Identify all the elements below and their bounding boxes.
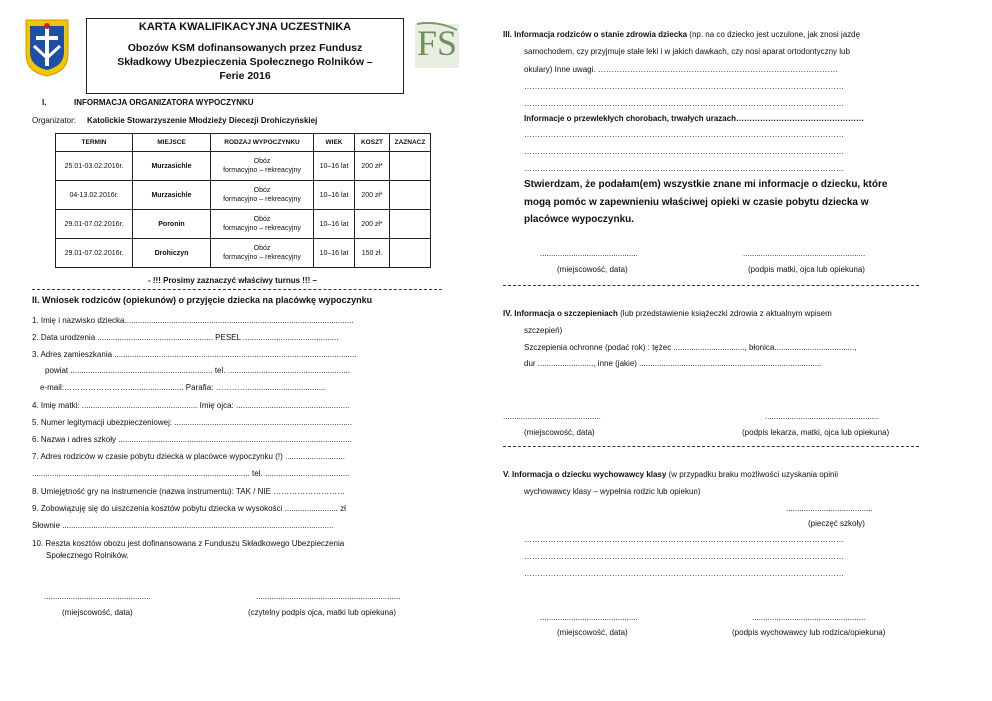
table-header-row: [56, 134, 431, 152]
miejsce-cell: Murzasichle: [133, 152, 211, 181]
section5-heading-rest: (w przypadku braku możliwości uzyskania opinii: [668, 470, 838, 479]
sig-place-date-line[interactable]: ................................................: [44, 592, 151, 601]
sig-teacher-line[interactable]: ...................................................: [752, 613, 866, 622]
miejsce-cell: Murzasichle: [133, 181, 211, 210]
table-row: [56, 181, 431, 210]
section-divider: [503, 285, 919, 286]
rodzaj-cell: [211, 239, 314, 268]
card-subtitle-3: Ferie 2016: [219, 70, 271, 82]
section-divider: [503, 446, 919, 447]
section5-line2: wychowawcy klasy – wypełnia rodzic lub opiekun): [524, 487, 701, 496]
sig-parent-label: (czytelny podpis ojca, matki lub opiekuna): [248, 608, 397, 617]
section3-heading-bold: III. Informacja rodziców o stanie zdrowia dziecka: [503, 30, 688, 39]
parents-address-phone-field[interactable]: .................................................................................................. tel. ......................................: [32, 469, 350, 478]
funding-note-1: 10. Reszta kosztów obozu jest dofinansowana z Funduszu Składkowego Ubezpieczenia: [32, 539, 345, 548]
sig-place-date-line[interactable]: ............................................: [540, 249, 638, 258]
section2-heading: II. Wniosek rodziców (opiekunów) o przyjęcie dziecka na placówkę wypoczynku: [32, 295, 373, 305]
rodzaj-line1: Obóz: [253, 245, 271, 252]
zaznacz-checkbox[interactable]: [390, 239, 431, 268]
organizer-label: Organizator:: [32, 116, 77, 125]
zaznacz-checkbox[interactable]: [390, 210, 431, 239]
vaccination-field[interactable]: Szczepienia ochronne (podać rok) : tężec ................................, błonica....................................,: [524, 343, 857, 352]
koszt-cell: 150 zł.: [355, 239, 390, 268]
termin-cell: 25.01-03.02.2016r.: [56, 152, 133, 181]
koszt-cell: 200 zł*: [355, 152, 390, 181]
fs-logo-text: FS: [417, 23, 458, 63]
miejsce-cell: Poronin: [133, 210, 211, 239]
card-subtitle-2: Składkowy Ubezpieczenia Społecznego Rolników –: [117, 56, 373, 68]
school-field[interactable]: 6. Nazwa i adres szkoły .........................................................................................................: [32, 435, 352, 444]
header-zaznacz: ZAZNACZ: [390, 134, 431, 152]
section3-line2: samochodem, czy przyjmuje stałe leki i w jakich dawkach, czy nosi aparat ortodontyczny lub: [524, 47, 850, 56]
section4-heading: [503, 309, 832, 318]
child-name-field[interactable]: 1. Imię i nazwisko dziecka.......................................................................................................: [32, 316, 354, 325]
diocese-crest-logo: [24, 18, 70, 78]
section3-heading-rest: (np. na co dziecko jest uczulone, jak znosi jazdę: [689, 30, 861, 39]
sig-parent-line[interactable]: .................................................................: [256, 592, 401, 601]
rodzaj-line2: formacyjno – rekreacyjny: [223, 196, 301, 203]
card-title: KARTA KWALIFIKACYJNA UCZESTNIKA: [138, 21, 352, 33]
teacher-notes-line[interactable]: …………………………………………………………………………………………………………: [524, 552, 844, 561]
rodzaj-line1: Obóz: [253, 158, 271, 165]
section4-line2: szczepień): [524, 326, 563, 335]
header-rodzaj: RODZAJ WYPOCZYNKU: [211, 134, 314, 152]
teacher-notes-line[interactable]: …………………………………………………………………………………………………………: [524, 569, 844, 578]
organizer-name: Katolickie Stowarzyszenie Młodzieży Diecezji Drohiczyńskiej: [87, 116, 318, 125]
rodzaj-cell: [211, 210, 314, 239]
funding-note-2: Społecznego Rolników.: [46, 551, 129, 560]
zaznacz-checkbox[interactable]: [390, 181, 431, 210]
rodzaj-line2: formacyjno – rekreacyjny: [223, 167, 301, 174]
fs-logo: [413, 20, 461, 70]
section4-heading-rest: (lub przedstawienie książeczki zdrowia z aktualnym wpisem: [620, 309, 832, 318]
wiek-cell: 10–16 lat: [314, 152, 355, 181]
section3-heading: [503, 30, 860, 39]
insurance-number-field[interactable]: 5. Numer legitymacji ubezpieczeniowej: ................................................................................: [32, 418, 353, 427]
email-parish-field[interactable]: e-mail:……………………......................... Parafia: …………...................................: [40, 383, 326, 392]
table-row: [56, 210, 431, 239]
declaration-line-2: mogą pomóc w zapewnieniu właściwej opieki w czasie pobytu dziecka w: [524, 197, 869, 208]
health-notes-line[interactable]: …………………………………………………………………………………………………………: [524, 82, 844, 91]
chronic-notes-line[interactable]: …………………………………………………………………………………………………………: [524, 130, 844, 139]
rodzaj-line2: formacyjno – rekreacyjny: [223, 225, 301, 232]
teacher-notes-line[interactable]: …………………………………………………………………………………………………………: [524, 535, 844, 544]
birth-date-pesel-field[interactable]: 2. Data urodzenia .................................................... PESEL ...........................................: [32, 333, 339, 342]
sig-place-date-label: (miejscowość, data): [524, 428, 595, 437]
termin-cell: 29.01-07.02.2016r.: [56, 210, 133, 239]
header-miejsce: MIEJSCE: [133, 134, 211, 152]
koszt-cell: 200 zł*: [355, 210, 390, 239]
sig-parent-line[interactable]: .......................................................: [743, 249, 866, 258]
section5-heading-bold: V. Informacja o dziecku wychowawcy klasy: [503, 470, 667, 479]
section5-heading: [503, 470, 838, 479]
sig-teacher-label: (podpis wychowawcy lub rodzica/opiekuna): [732, 628, 886, 637]
termin-cell: 29.01-07.02.2016r.: [56, 239, 133, 268]
sig-place-date-label: (miejscowość, data): [62, 608, 133, 617]
table-row: [56, 152, 431, 181]
instrument-field[interactable]: 8. Umiejętność gry na instrumencie (nazwa instrumentu): TAK / NIE ………………………: [32, 487, 346, 496]
health-notes-line[interactable]: …………………………………………………………………………………………………………: [524, 99, 844, 108]
declaration-line-3: placówce wypoczynku.: [524, 214, 635, 225]
section4-heading-bold: IV. Informacja o szczepieniach: [503, 309, 618, 318]
sig-parent-label: (podpis matki, ojca lub opiekuna): [748, 265, 865, 274]
header-termin: TERMIN: [56, 134, 133, 152]
table-row: [56, 239, 431, 268]
sig-place-date-line[interactable]: ............................................: [540, 613, 638, 622]
section1-heading: INFORMACJA ORGANIZATORA WYPOCZYNKU: [74, 98, 254, 107]
payment-words-field[interactable]: Słownie ..........................................................................................................................: [32, 521, 334, 530]
camp-terms-table: [55, 133, 431, 268]
sig-doctor-label: (podpis lekarza, matki, ojca lub opiekuna): [742, 428, 890, 437]
miejsce-cell: Drohiczyn: [133, 239, 211, 268]
vaccination-other-field[interactable]: dur ........................., inne (jakie) ..................................................................................: [524, 359, 822, 368]
header-wiek: WIEK: [314, 134, 355, 152]
card-subtitle-1: Obozów KSM dofinansowanych przez Fundusz: [127, 42, 363, 54]
parents-address-field[interactable]: 7. Adres rodziców w czasie pobytu dziecka w placówce wypoczynku (!) ...........................: [32, 452, 346, 461]
payment-field[interactable]: 9. Zobowiązuję się do uiszczenia kosztów pobytu dziecka w wysokości ........................ zł: [32, 504, 346, 513]
district-phone-field[interactable]: powiat ................................................................ tel. .......................................................: [45, 366, 350, 375]
header-koszt: KOSZT: [355, 134, 390, 152]
rodzaj-cell: [211, 152, 314, 181]
rodzaj-line1: Obóz: [253, 187, 271, 194]
school-stamp-line: .......................................: [786, 504, 873, 513]
section-divider: [32, 289, 442, 290]
zaznacz-checkbox[interactable]: [390, 152, 431, 181]
sig-place-date-line[interactable]: ............................................: [503, 412, 601, 421]
sig-place-date-label: (miejscowość, data): [557, 628, 628, 637]
chronic-illness-field[interactable]: Informacje o przewlekłych chorobach, trwałych urazach…………………………………………: [524, 114, 865, 123]
parents-names-field[interactable]: 4. Imię matki: .................................................... Imię ojca: ...................................................: [32, 401, 350, 410]
rodzaj-cell: [211, 181, 314, 210]
chronic-notes-line[interactable]: …………………………………………………………………………………………………………: [524, 164, 844, 173]
termin-cell: 04-13.02.2016r.: [56, 181, 133, 210]
wiek-cell: 10–16 lat: [314, 239, 355, 268]
declaration-line-1: Stwierdzam, że podałam(em) wszystkie znane mi informacje o dziecku, które: [524, 179, 888, 190]
sig-doctor-line[interactable]: ...................................................: [765, 412, 879, 421]
wiek-cell: 10–16 lat: [314, 210, 355, 239]
section1-numeral: I.: [42, 98, 47, 107]
rodzaj-line1: Obóz: [253, 216, 271, 223]
section3-other-notes-field[interactable]: okulary) Inne uwagi. ………………………………………………………………………………: [524, 65, 838, 74]
sig-place-date-label: (miejscowość, data): [557, 265, 628, 274]
school-stamp-label: (pieczęć szkoły): [808, 519, 865, 528]
wiek-cell: 10–16 lat: [314, 181, 355, 210]
koszt-cell: 200 zł*: [355, 181, 390, 210]
rodzaj-line2: formacyjno – rekreacyjny: [223, 254, 301, 261]
address-field[interactable]: 3. Adres zamieszkania .............................................................................................................: [32, 350, 357, 359]
select-turnus-note: - !!! Prosimy zaznaczyć właściwy turnus !!! –: [148, 276, 317, 285]
chronic-notes-line[interactable]: …………………………………………………………………………………………………………: [524, 147, 844, 156]
